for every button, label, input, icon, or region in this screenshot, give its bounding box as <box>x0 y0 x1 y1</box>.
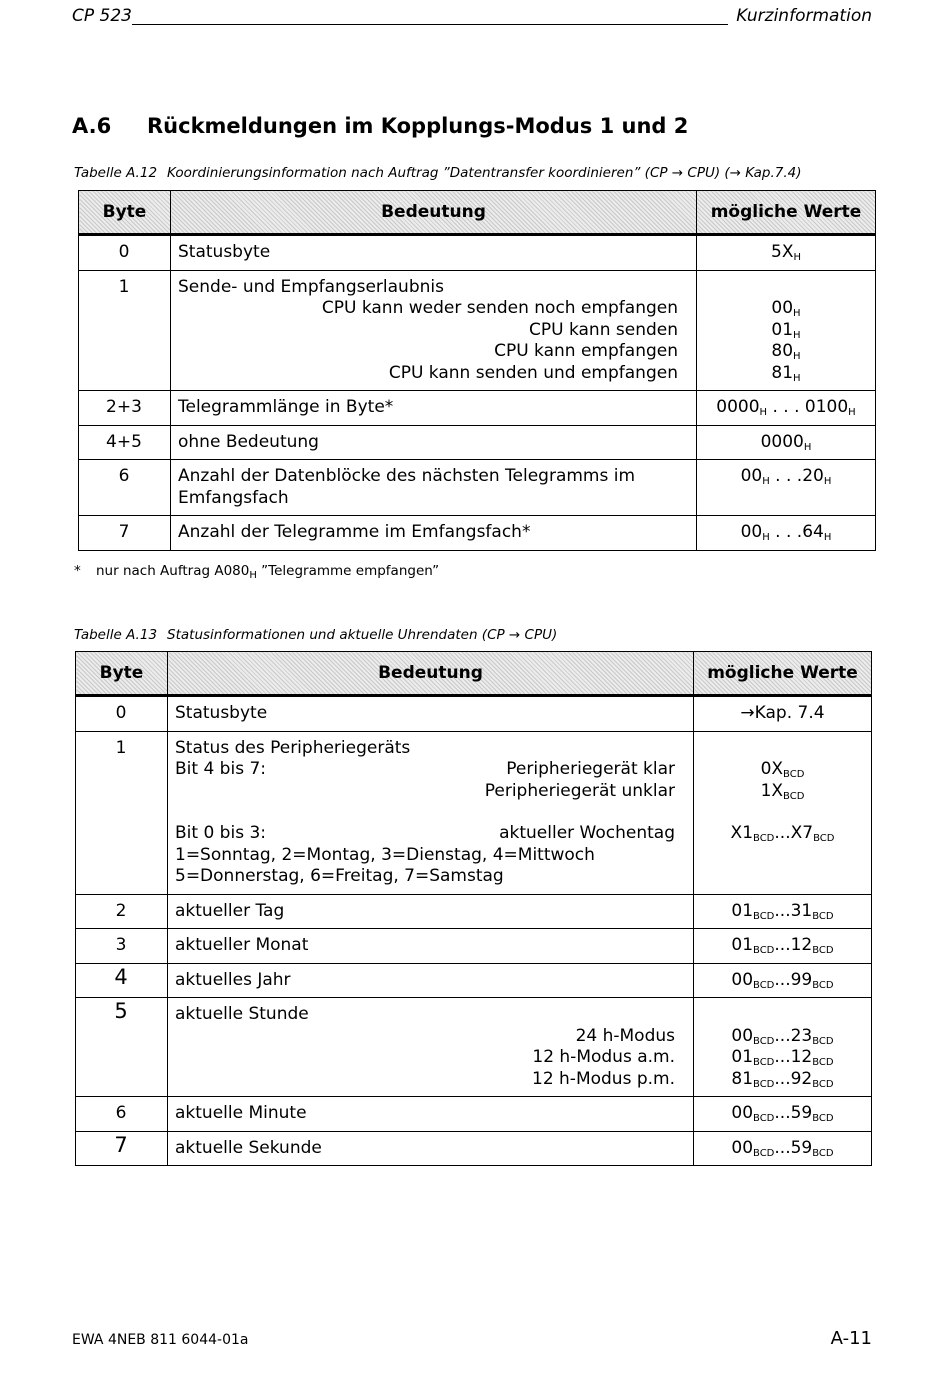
table-row <box>79 460 876 516</box>
table-row <box>76 929 872 964</box>
table1-footnote: * nur nach Auftrag $A080_H$ ”Telegramme empfangen” <box>74 563 440 581</box>
meaning-cell: Anzahl der Datenblöcke des nächsten Telegramms im Emfangsfach <box>178 466 636 508</box>
table1-col-values: mögliche Werte <box>697 191 876 235</box>
value-cell: $00_{BCD}...99_{BCD}$ <box>731 969 834 991</box>
value-cell: $5X_H$ <box>771 242 801 263</box>
value-cell: $01_{BCD}...12_{BCD}$ <box>731 935 834 956</box>
byte-cell: 6 <box>118 466 130 486</box>
table-row <box>76 998 872 1097</box>
table2-col-meaning: Bedeutung <box>168 652 694 696</box>
table-row <box>79 425 876 460</box>
value-cell: $01_{BCD}...31_{BCD}$ <box>731 900 834 922</box>
page-number: A-11 <box>830 1328 872 1349</box>
table1-col-meaning: Bedeutung <box>171 191 697 235</box>
meaning-cell: Statusbyte <box>178 242 271 262</box>
meaning-cell: ohne Bedeutung <box>178 431 319 452</box>
table-row <box>79 235 876 271</box>
value-cell: $0000_H$ <box>760 431 812 453</box>
table2-col-values: mögliche Werte <box>694 652 872 696</box>
byte-cell: 7 <box>118 522 130 542</box>
meaning-cell: Sende- und Empfangserlaubnis CPU kann weder senden noch empfangen CPU kann senden CPU kann empfangen CPU kann senden und empfangen <box>178 276 678 383</box>
value-cell: $00_{BCD}...59_{BCD}$ <box>731 1103 834 1124</box>
byte-cell: 4+5 <box>106 431 142 452</box>
meaning-cell: Statusbyte <box>175 703 268 723</box>
table2-caption <box>74 627 557 643</box>
table1-caption-text: Koordinierungsinformation nach Auftrag ”Datentransfer koordinieren” (CP → CPU) (→ Kap.7.4) <box>167 165 802 181</box>
table1-col-byte: Byte <box>79 191 171 235</box>
table-row <box>79 391 876 426</box>
byte-cell: 3 <box>115 935 127 955</box>
table2-caption-text: Statusinformationen und aktuelle Uhrendaten (CP → CPU) <box>167 627 558 643</box>
table2 <box>75 651 872 1166</box>
table2-caption-label: Tabelle A.13 <box>74 627 158 643</box>
byte-cell: 4 <box>114 964 128 989</box>
table-row <box>76 696 872 732</box>
value-cell: $00_H$ $01_H$ $80_H$ $81_H$ <box>771 298 801 384</box>
meaning-cell: aktuelles Jahr <box>175 969 291 990</box>
value-cell: $0000_H$ . . . $0100_H$ <box>716 397 856 418</box>
table1-header-row <box>79 191 876 235</box>
section-heading <box>72 114 688 138</box>
value-cell: →Kap. 7.4 <box>740 703 825 723</box>
value-cell: $00_H$ . . $.64_H$ <box>740 522 832 543</box>
table-row <box>79 270 876 391</box>
meaning-cell: aktueller Monat <box>175 935 309 955</box>
header-rule <box>132 24 728 25</box>
meaning-cell: Telegrammlänge in Byte* <box>178 397 394 417</box>
byte-cell: 6 <box>115 1103 127 1123</box>
byte-cell: 2+3 <box>106 397 142 417</box>
table-row <box>76 1097 872 1132</box>
byte-cell: 1 <box>118 276 130 297</box>
table-row <box>76 963 872 998</box>
meaning-cell: Status des Peripheriegeräts Bit 4 bis 7: Peripheriegerät klar Peripheriegerät unklar Bit 0 bis 3: aktueller Wochentag 1=Sonntag, 2=Montag, 3=Dienstag, 4=Mittwoch 5=Donnerstag, 6=Freitag, 7=Samstag <box>175 737 675 886</box>
section-title: Rückmeldungen im Kopplungs-Modus 1 und 2 <box>147 114 689 138</box>
meaning-cell: Anzahl der Telegramme im Emfangsfach* <box>178 522 531 542</box>
value-cell: $0X_{BCD}$ $1X_{BCD}$ $X1_{BCD}...X7_{BCD}$ <box>730 759 835 844</box>
meaning-cell: aktuelle Stunde 24 h-Modus 12 h-Modus a.m. 12 h-Modus p.m. <box>175 1004 675 1089</box>
table-row <box>79 516 876 551</box>
table1-caption-label: Tabelle A.12 <box>74 165 158 181</box>
value-cell: $00_{BCD}...59_{BCD}$ <box>731 1137 834 1159</box>
byte-cell: 5 <box>114 999 128 1023</box>
table-row <box>76 1131 872 1166</box>
running-header-right: Kurzinformation <box>736 6 872 26</box>
table2-header-row <box>76 652 872 696</box>
meaning-cell: aktueller Tag <box>175 900 285 921</box>
byte-cell: 1 <box>115 737 127 758</box>
byte-cell: 7 <box>114 1132 128 1157</box>
value-cell: $00_H$ . . $.20_H$ <box>740 466 832 487</box>
byte-cell: 0 <box>115 703 127 723</box>
meaning-cell: aktuelle Minute <box>175 1103 307 1123</box>
document-number: EWA 4NEB 811 6044-01a <box>72 1332 249 1348</box>
table1 <box>78 190 876 551</box>
table-row <box>76 894 872 929</box>
table2-col-byte: Byte <box>76 652 168 696</box>
table1-caption <box>74 165 802 181</box>
byte-cell: 2 <box>115 900 127 921</box>
byte-cell: 0 <box>118 242 130 262</box>
table-row <box>76 731 872 894</box>
value-cell: $00_{BCD}...23_{BCD}$ $01_{BCD}...12_{BCD}$ $81_{BCD}...92_{BCD}$ <box>731 1025 834 1090</box>
running-header-left: CP 523 <box>72 6 132 26</box>
section-number: A.6 <box>72 114 112 138</box>
meaning-cell: aktuelle Sekunde <box>175 1137 322 1158</box>
